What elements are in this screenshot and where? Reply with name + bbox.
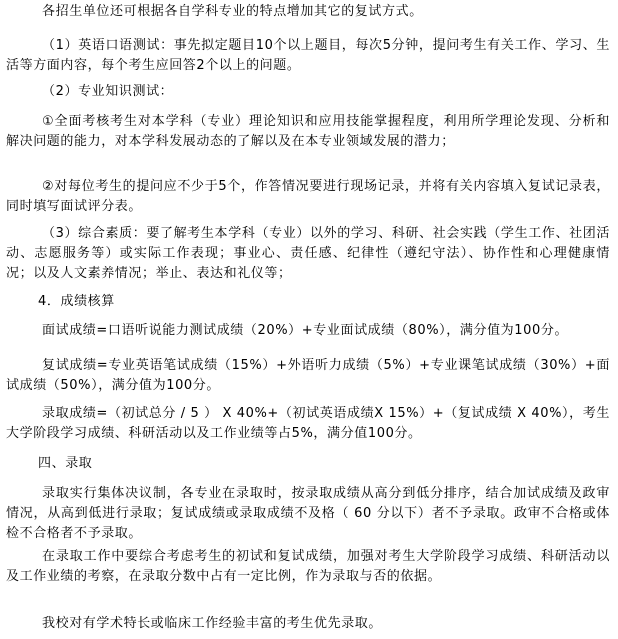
paragraph-professional-test-item-2: ②对每位考生的提问应不少于5个，作答情况要进行现场记录，并将有关内容填入复试记录表，同时填写面试评分表。 bbox=[6, 179, 610, 214]
paragraph-admission-considerations: 在录取工作中要综合考虑考生的初试和复试成绩，加强对考生大学阶段学习成绩、科研活动以及工作业绩的考察，在录取分数中占有一定比例，作为录取与否的依据。 bbox=[6, 549, 610, 584]
paragraph-admission-rules: 录取实行集体决议制，各专业在录取时，按录取成绩从高分到低分排序，结合加试成绩及政审情况，从高到低进行录取；复试成绩或录取成绩不及格（ 60 分以下）者不予录取。政审不合格或体检不合格者不予录取。 bbox=[6, 486, 610, 541]
paragraph-professional-test-heading: （2）专业知识测试： bbox=[42, 84, 174, 99]
paragraph-retest-score: 复试成绩=专业英语笔试成绩（15%）+外语听力成绩（5%）+专业课笔试成绩（30%）+面试成绩（50%），满分值为100分。 bbox=[6, 358, 610, 393]
paragraph-oral-english-test: （1）英语口语测试：事先拟定题目10个以上题目，每次5分钟，提问考生有关工作、学习、生活等方面内容，每个考生应回答2个以上的问题。 bbox=[6, 38, 610, 73]
paragraph-other-methods: 各招生单位还可根据各自学科专业的特点增加其它的复试方式。 bbox=[42, 4, 423, 19]
paragraph-priority-admission: 我校对有学术特长或临床工作经验丰富的考生优先录取。 bbox=[42, 616, 383, 631]
paragraph-interview-score: 面试成绩=口语听说能力测试成绩（20%）+专业面试成绩（80%），满分值为100分。 bbox=[42, 323, 569, 338]
paragraph-comprehensive-quality: （3）综合素质：要了解考生本学科（专业）以外的学习、科研、社会实践（学生工作、社团活动、志愿服务等）或实际工作表现；事业心、责任感、纪律性（遵纪守法）、协作性和心理健康情况；以及人文素养情况；举止、表达和礼仪等； bbox=[6, 226, 610, 281]
section-heading-admission: 四、录取 bbox=[38, 456, 93, 471]
section-heading-score-calculation: 4．成绩核算 bbox=[38, 294, 115, 309]
paragraph-admission-score: 录取成绩=（初试总分 / 5 ） X 40%+（初试英语成绩X 15%）+（复试成绩 X 40%），考生大学阶段学习成绩、科研活动以及工作业绩等占5%，满分值100分。 bbox=[6, 406, 610, 441]
paragraph-professional-test-item-1: ①全面考核考生对本学科（专业）理论知识和应用技能掌握程度，利用所学理论发现、分析和解决问题的能力，对本学科发展动态的了解以及在本专业领域发展的潜力； bbox=[6, 114, 610, 149]
